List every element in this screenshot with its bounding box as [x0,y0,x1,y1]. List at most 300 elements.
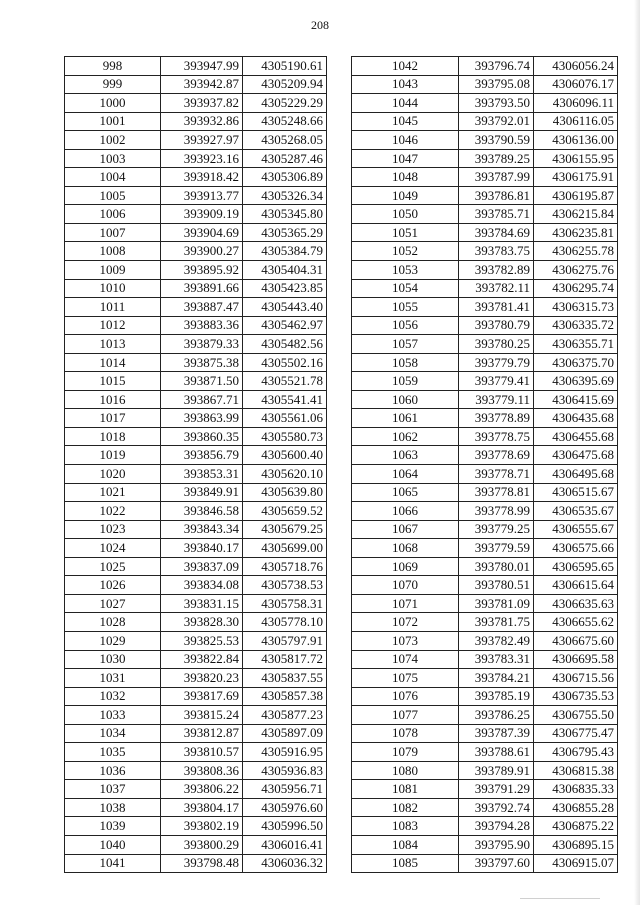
coordinates-table-right [351,56,618,873]
table-row [352,372,618,391]
point-number-cell: 1048 [352,168,459,187]
x-coordinate-cell: 393849.91 [161,483,243,502]
x-coordinate-cell: 393937.82 [161,94,243,113]
table-row [352,298,618,317]
x-coordinate-cell: 393785.71 [459,205,534,224]
x-coordinate-cell: 393792.01 [459,112,534,131]
x-coordinate-cell: 393879.33 [161,335,243,354]
point-number-cell: 1013 [65,335,161,354]
point-number-cell: 1063 [352,446,459,465]
point-number-cell: 1033 [65,706,161,725]
table-row [65,149,327,168]
y-coordinate-cell: 4306595.65 [534,557,618,576]
y-coordinate-cell: 4306755.50 [534,706,618,725]
y-coordinate-cell: 4306875.22 [534,817,618,836]
x-coordinate-cell: 393867.71 [161,390,243,409]
x-coordinate-cell: 393778.69 [459,446,534,465]
x-coordinate-cell: 393793.50 [459,94,534,113]
x-coordinate-cell: 393856.79 [161,446,243,465]
y-coordinate-cell: 4306535.67 [534,502,618,521]
point-number-cell: 1076 [352,687,459,706]
x-coordinate-cell: 393779.41 [459,372,534,391]
x-coordinate-cell: 393781.09 [459,594,534,613]
point-number-cell: 1045 [352,112,459,131]
y-coordinate-cell: 4305365.29 [243,223,327,242]
y-coordinate-cell: 4305306.89 [243,168,327,187]
table-row [352,261,618,280]
x-coordinate-cell: 393795.08 [459,75,534,94]
x-coordinate-cell: 393780.79 [459,316,534,335]
point-number-cell: 1047 [352,149,459,168]
x-coordinate-cell: 393787.99 [459,168,534,187]
x-coordinate-cell: 393904.69 [161,223,243,242]
x-coordinate-cell: 393875.38 [161,353,243,372]
point-number-cell: 1028 [65,613,161,632]
y-coordinate-cell: 4306155.95 [534,149,618,168]
table-row [65,706,327,725]
table-row [352,483,618,502]
y-coordinate-cell: 4305797.91 [243,631,327,650]
y-coordinate-cell: 4305996.50 [243,817,327,836]
x-coordinate-cell: 393778.75 [459,427,534,446]
x-coordinate-cell: 393883.36 [161,316,243,335]
table-row [65,57,327,76]
y-coordinate-cell: 4306315.73 [534,298,618,317]
y-coordinate-cell: 4305897.09 [243,724,327,743]
x-coordinate-cell: 393780.51 [459,576,534,595]
point-number-cell: 1056 [352,316,459,335]
y-coordinate-cell: 4305600.40 [243,446,327,465]
point-number-cell: 999 [65,75,161,94]
table-row [65,186,327,205]
table-row [65,594,327,613]
table-row [65,223,327,242]
point-number-cell: 1072 [352,613,459,632]
point-number-cell: 1020 [65,465,161,484]
x-coordinate-cell: 393782.11 [459,279,534,298]
point-number-cell: 1037 [65,780,161,799]
y-coordinate-cell: 4306495.68 [534,465,618,484]
table-row [352,75,618,94]
point-number-cell: 1055 [352,298,459,317]
table-row [352,446,618,465]
point-number-cell: 1084 [352,835,459,854]
table-row [352,335,618,354]
y-coordinate-cell: 4306715.56 [534,669,618,688]
y-coordinate-cell: 4305639.80 [243,483,327,502]
table-row [352,465,618,484]
point-number-cell: 1023 [65,520,161,539]
table-row [352,557,618,576]
x-coordinate-cell: 393909.19 [161,205,243,224]
table-row [352,94,618,113]
y-coordinate-cell: 4305190.61 [243,57,327,76]
point-number-cell: 1044 [352,94,459,113]
x-coordinate-cell: 393779.25 [459,520,534,539]
y-coordinate-cell: 4305817.72 [243,650,327,669]
table-row [352,353,618,372]
table-row [65,353,327,372]
table-row [352,168,618,187]
table-row [352,205,618,224]
y-coordinate-cell: 4305326.34 [243,186,327,205]
y-coordinate-cell: 4305758.31 [243,594,327,613]
point-number-cell: 1030 [65,650,161,669]
point-number-cell: 1000 [65,94,161,113]
y-coordinate-cell: 4305423.85 [243,279,327,298]
table-row [65,650,327,669]
x-coordinate-cell: 393831.15 [161,594,243,613]
point-number-cell: 1012 [65,316,161,335]
y-coordinate-cell: 4305521.78 [243,372,327,391]
x-coordinate-cell: 393781.75 [459,613,534,632]
y-coordinate-cell: 4305679.25 [243,520,327,539]
x-coordinate-cell: 393820.23 [161,669,243,688]
table-row [352,131,618,150]
point-number-cell: 1007 [65,223,161,242]
table-row [352,186,618,205]
x-coordinate-cell: 393840.17 [161,539,243,558]
x-coordinate-cell: 393784.69 [459,223,534,242]
x-coordinate-cell: 393802.19 [161,817,243,836]
x-coordinate-cell: 393785.19 [459,687,534,706]
x-coordinate-cell: 393810.57 [161,743,243,762]
y-coordinate-cell: 4305936.83 [243,761,327,780]
point-number-cell: 1066 [352,502,459,521]
point-number-cell: 1001 [65,112,161,131]
table-row [65,205,327,224]
point-number-cell: 1085 [352,854,459,873]
table-row [352,743,618,762]
point-number-cell: 1057 [352,335,459,354]
y-coordinate-cell: 4305541.41 [243,390,327,409]
x-coordinate-cell: 393947.99 [161,57,243,76]
table-row [65,502,327,521]
x-coordinate-cell: 393927.97 [161,131,243,150]
y-coordinate-cell: 4305778.10 [243,613,327,632]
y-coordinate-cell: 4306295.74 [534,279,618,298]
table-row [65,687,327,706]
y-coordinate-cell: 4305443.40 [243,298,327,317]
table-row [65,242,327,261]
y-coordinate-cell: 4305287.46 [243,149,327,168]
point-number-cell: 1022 [65,502,161,521]
y-coordinate-cell: 4306475.68 [534,446,618,465]
table-row [352,854,618,873]
y-coordinate-cell: 4306096.11 [534,94,618,113]
point-number-cell: 1035 [65,743,161,762]
table-row [352,539,618,558]
y-coordinate-cell: 4306056.24 [534,57,618,76]
table-row [352,780,618,799]
table-row [65,427,327,446]
y-coordinate-cell: 4306635.63 [534,594,618,613]
y-coordinate-cell: 4306395.69 [534,372,618,391]
point-number-cell: 1074 [352,650,459,669]
table-row [352,502,618,521]
table-row [352,409,618,428]
point-number-cell: 1064 [352,465,459,484]
x-coordinate-cell: 393786.81 [459,186,534,205]
point-number-cell: 1051 [352,223,459,242]
point-number-cell: 1031 [65,669,161,688]
point-number-cell: 1029 [65,631,161,650]
point-number-cell: 1006 [65,205,161,224]
y-coordinate-cell: 4305561.06 [243,409,327,428]
point-number-cell: 1062 [352,427,459,446]
x-coordinate-cell: 393853.31 [161,465,243,484]
x-coordinate-cell: 393786.25 [459,706,534,725]
y-coordinate-cell: 4306455.68 [534,427,618,446]
x-coordinate-cell: 393780.25 [459,335,534,354]
y-coordinate-cell: 4305620.10 [243,465,327,484]
table-row [352,57,618,76]
x-coordinate-cell: 393781.41 [459,298,534,317]
x-coordinate-cell: 393812.87 [161,724,243,743]
point-number-cell: 1034 [65,724,161,743]
y-coordinate-cell: 4305659.52 [243,502,327,521]
x-coordinate-cell: 393913.77 [161,186,243,205]
x-coordinate-cell: 393782.89 [459,261,534,280]
x-coordinate-cell: 393779.11 [459,390,534,409]
table-row [65,335,327,354]
y-coordinate-cell: 4306515.67 [534,483,618,502]
point-number-cell: 1005 [65,186,161,205]
table-row [65,94,327,113]
table-row [65,316,327,335]
point-number-cell: 1082 [352,798,459,817]
x-coordinate-cell: 393789.25 [459,149,534,168]
x-coordinate-cell: 393942.87 [161,75,243,94]
point-number-cell: 1016 [65,390,161,409]
x-coordinate-cell: 393800.29 [161,835,243,854]
y-coordinate-cell: 4305916.95 [243,743,327,762]
table-row [65,390,327,409]
point-number-cell: 1052 [352,242,459,261]
point-number-cell: 1078 [352,724,459,743]
table-row [65,854,327,873]
table-row [65,743,327,762]
y-coordinate-cell: 4306555.67 [534,520,618,539]
table-row [65,724,327,743]
point-number-cell: 1067 [352,520,459,539]
point-number-cell: 1003 [65,149,161,168]
table-row [65,798,327,817]
table-row [352,613,618,632]
table-row [65,483,327,502]
y-coordinate-cell: 4305877.23 [243,706,327,725]
table-row [352,427,618,446]
point-number-cell: 1080 [352,761,459,780]
point-number-cell: 1075 [352,669,459,688]
x-coordinate-cell: 393779.59 [459,539,534,558]
y-coordinate-cell: 4306915.07 [534,854,618,873]
y-coordinate-cell: 4306116.05 [534,112,618,131]
point-number-cell: 998 [65,57,161,76]
point-number-cell: 1025 [65,557,161,576]
y-coordinate-cell: 4306335.72 [534,316,618,335]
table-row [352,706,618,725]
table-row [352,223,618,242]
x-coordinate-cell: 393900.27 [161,242,243,261]
y-coordinate-cell: 4305580.73 [243,427,327,446]
point-number-cell: 1038 [65,798,161,817]
y-coordinate-cell: 4305482.56 [243,335,327,354]
y-coordinate-cell: 4306835.33 [534,780,618,799]
x-coordinate-cell: 393860.35 [161,427,243,446]
x-coordinate-cell: 393784.21 [459,669,534,688]
y-coordinate-cell: 4305248.66 [243,112,327,131]
table-row [352,242,618,261]
table-row [352,761,618,780]
point-number-cell: 1009 [65,261,161,280]
y-coordinate-cell: 4305404.31 [243,261,327,280]
y-coordinate-cell: 4305209.94 [243,75,327,94]
point-number-cell: 1008 [65,242,161,261]
x-coordinate-cell: 393837.09 [161,557,243,576]
y-coordinate-cell: 4306775.47 [534,724,618,743]
point-number-cell: 1070 [352,576,459,595]
y-coordinate-cell: 4305699.00 [243,539,327,558]
y-coordinate-cell: 4305268.05 [243,131,327,150]
point-number-cell: 1054 [352,279,459,298]
scan-artifact-line [520,898,600,899]
y-coordinate-cell: 4306655.62 [534,613,618,632]
point-number-cell: 1004 [65,168,161,187]
table-row [65,669,327,688]
point-number-cell: 1011 [65,298,161,317]
y-coordinate-cell: 4306175.91 [534,168,618,187]
y-coordinate-cell: 4306076.17 [534,75,618,94]
y-coordinate-cell: 4306016.41 [243,835,327,854]
x-coordinate-cell: 393780.01 [459,557,534,576]
table-row [65,835,327,854]
y-coordinate-cell: 4306675.60 [534,631,618,650]
x-coordinate-cell: 393895.92 [161,261,243,280]
x-coordinate-cell: 393789.91 [459,761,534,780]
table-row [65,279,327,298]
y-coordinate-cell: 4305462.97 [243,316,327,335]
table-row [352,520,618,539]
y-coordinate-cell: 4305229.29 [243,94,327,113]
x-coordinate-cell: 393788.61 [459,743,534,762]
table-row [65,372,327,391]
point-number-cell: 1041 [65,854,161,873]
table-row [352,631,618,650]
point-number-cell: 1027 [65,594,161,613]
table-row [65,520,327,539]
point-number-cell: 1017 [65,409,161,428]
y-coordinate-cell: 4305738.53 [243,576,327,595]
point-number-cell: 1040 [65,835,161,854]
point-number-cell: 1039 [65,817,161,836]
table-row [352,594,618,613]
point-number-cell: 1073 [352,631,459,650]
y-coordinate-cell: 4306795.43 [534,743,618,762]
point-number-cell: 1026 [65,576,161,595]
point-number-cell: 1050 [352,205,459,224]
point-number-cell: 1019 [65,446,161,465]
x-coordinate-cell: 393794.28 [459,817,534,836]
x-coordinate-cell: 393825.53 [161,631,243,650]
table-row [65,112,327,131]
y-coordinate-cell: 4306136.00 [534,131,618,150]
x-coordinate-cell: 393790.59 [459,131,534,150]
y-coordinate-cell: 4306895.15 [534,835,618,854]
x-coordinate-cell: 393923.16 [161,149,243,168]
x-coordinate-cell: 393779.79 [459,353,534,372]
table-row [65,446,327,465]
point-number-cell: 1069 [352,557,459,576]
point-number-cell: 1060 [352,390,459,409]
y-coordinate-cell: 4306375.70 [534,353,618,372]
point-number-cell: 1049 [352,186,459,205]
table-row [352,112,618,131]
point-number-cell: 1021 [65,483,161,502]
table-row [65,557,327,576]
table-row [352,817,618,836]
x-coordinate-cell: 393804.17 [161,798,243,817]
x-coordinate-cell: 393787.39 [459,724,534,743]
point-number-cell: 1036 [65,761,161,780]
point-number-cell: 1053 [352,261,459,280]
x-coordinate-cell: 393778.71 [459,465,534,484]
point-number-cell: 1068 [352,539,459,558]
point-number-cell: 1046 [352,131,459,150]
x-coordinate-cell: 393822.84 [161,650,243,669]
page-number: 208 [311,18,329,32]
x-coordinate-cell: 393778.81 [459,483,534,502]
table-row [352,687,618,706]
y-coordinate-cell: 4306355.71 [534,335,618,354]
table-row [352,576,618,595]
scan-page-edge [634,0,640,905]
x-coordinate-cell: 393778.89 [459,409,534,428]
table-row [65,780,327,799]
y-coordinate-cell: 4306575.66 [534,539,618,558]
table-row [352,835,618,854]
y-coordinate-cell: 4305718.76 [243,557,327,576]
y-coordinate-cell: 4306815.38 [534,761,618,780]
x-coordinate-cell: 393795.90 [459,835,534,854]
y-coordinate-cell: 4306215.84 [534,205,618,224]
x-coordinate-cell: 393796.74 [459,57,534,76]
x-coordinate-cell: 393871.50 [161,372,243,391]
point-number-cell: 1079 [352,743,459,762]
point-number-cell: 1010 [65,279,161,298]
table-row [65,298,327,317]
table-row [352,149,618,168]
y-coordinate-cell: 4306255.78 [534,242,618,261]
coordinates-table-left [64,56,327,873]
point-number-cell: 1002 [65,131,161,150]
y-coordinate-cell: 4305837.55 [243,669,327,688]
table-row [352,669,618,688]
table-row [65,576,327,595]
point-number-cell: 1014 [65,353,161,372]
table-row [65,168,327,187]
x-coordinate-cell: 393887.47 [161,298,243,317]
y-coordinate-cell: 4305976.60 [243,798,327,817]
table-row [352,724,618,743]
table-row [65,539,327,558]
x-coordinate-cell: 393797.60 [459,854,534,873]
y-coordinate-cell: 4306615.64 [534,576,618,595]
x-coordinate-cell: 393828.30 [161,613,243,632]
table-row [352,390,618,409]
table-row [65,613,327,632]
y-coordinate-cell: 4306855.28 [534,798,618,817]
